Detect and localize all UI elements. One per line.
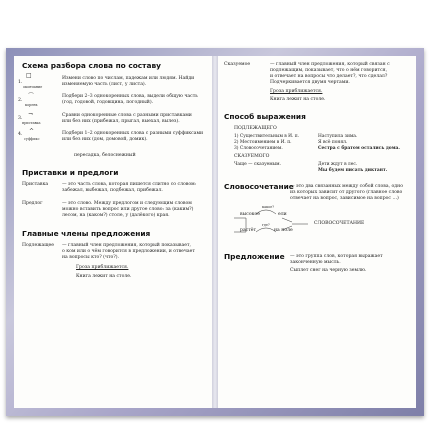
subject-header: ПОДЛЕЖАЩЕГО xyxy=(234,126,277,131)
item-3-line-1: Сравни однокоренные слова с разными приставками xyxy=(62,113,192,118)
prefix-caption: приставка xyxy=(22,121,41,125)
item-4-line-1: Подбери 1–2 однокоренных слова с разными суффиксами xyxy=(62,131,204,136)
section-title-main-members: Главные члены предложения xyxy=(22,229,151,238)
predicate-example-2: Книга лежит на столе. xyxy=(270,97,326,102)
expr-row-5-b: Мы будем писать диктант. xyxy=(318,168,388,173)
sentence-example: Сыплет снег на черную землю. xyxy=(290,268,367,273)
expr-row-4-b: Дети ждут в лес. xyxy=(318,162,358,167)
subject-example-2: Книга лежит на столе. xyxy=(76,274,132,279)
expr-row-2-b: Я всё понял. xyxy=(318,140,348,145)
item-num-4: 4. xyxy=(18,132,23,137)
item-num-2: 2. xyxy=(18,98,23,103)
predicate-header: СКАЗУЕМОГО xyxy=(234,154,270,159)
item-2-line-2: (год, годовой, годовщина, погодный). xyxy=(62,100,154,105)
phrase-def-2: из которых зависит от другого (главное слово xyxy=(290,190,403,195)
item-2-line-1: Подбери 2–3 однокоренных слова, выдели общую часть xyxy=(62,94,198,99)
term-prefix: Приставка xyxy=(22,182,49,187)
term-predicate: Сказуемое xyxy=(224,62,251,67)
book-cover xyxy=(6,48,424,416)
diagram-word-grows: растёт xyxy=(240,228,257,233)
right-page xyxy=(218,56,416,408)
example-words: пересадка, белоснежный xyxy=(74,153,136,158)
section-title-morpheme-scheme: Схема разбора слова по составу xyxy=(22,61,161,70)
preposition-def-3: лесом, на (каком?) столе, у (далёкого) края. xyxy=(62,213,170,218)
ending-box-icon: □ xyxy=(26,72,32,79)
preposition-def-2: можно вставить вопрос или другое слово: за (каким?) xyxy=(62,207,194,212)
root-caption: корень xyxy=(25,103,38,107)
subject-def-2: о ком или о чём говорится в предложении, и отвечает xyxy=(62,249,195,254)
predicate-def-2: подлежащим, показывает, что о нём говорится, xyxy=(270,68,388,73)
section-title-expression: Способ выражения xyxy=(224,112,306,121)
preposition-def-1: — это слово. Между предлогом и следующим словом xyxy=(62,201,192,206)
phrase-def-3: отвечает на вопрос, зависимое на вопрос …) xyxy=(290,196,399,201)
predicate-def-1: — главный член предложения, который связан с xyxy=(270,62,390,67)
expr-row-3-b: Сестра с братом остались дома. xyxy=(318,146,400,151)
predicate-example-1: Гроза приближается. xyxy=(270,89,323,94)
expr-row-1-b: Наступила зима. xyxy=(318,134,358,139)
subject-def-1: — главный член предложения, который показывает, xyxy=(62,243,191,248)
section-title-sentence: Предложение xyxy=(224,252,285,261)
diagram-word-tall: высокое xyxy=(240,212,260,217)
prefix-corner-icon: ¬ xyxy=(28,111,34,118)
diagram-word-in-field: на поле xyxy=(274,228,293,233)
diagram-word-where: где? xyxy=(262,223,270,227)
diagram-label-phrase: СЛОВОСОЧЕТАНИЕ xyxy=(314,221,365,226)
left-page xyxy=(14,56,212,408)
item-4-line-2: или без них (дом, домовой, домик). xyxy=(62,137,148,142)
diagram-word-what-kind: какое? xyxy=(262,205,275,209)
item-3-line-2: или без них (прибежал, прыгал, выехал, вылез). xyxy=(62,119,180,124)
section-title-phrase: Словосочетание xyxy=(224,182,294,191)
expr-row-2-a: 2) Местоимением в И. п. xyxy=(234,140,292,145)
term-subject: Подлежащее xyxy=(22,243,54,248)
sentence-def-1: — это группа слов, которая выражает xyxy=(290,254,383,259)
section-title-prefixes: Приставки и предлоги xyxy=(22,168,119,177)
term-preposition: Предлог xyxy=(22,201,43,206)
subject-example-1: Гроза приближается. xyxy=(76,265,129,270)
item-num-1: 1. xyxy=(18,80,23,85)
diagram-word-firs: ели xyxy=(278,212,287,217)
phrase-def-1: — это два связанных между собой слова, одно xyxy=(290,184,403,189)
item-num-3: 3. xyxy=(18,116,23,121)
subject-def-3: на вопросы кто? (что?). xyxy=(62,255,120,260)
sentence-def-2: законченную мысль. xyxy=(290,260,341,265)
suffix-caption: суффикс xyxy=(24,137,40,141)
item-1-line-2: изменяемую часть (лист, у листа). xyxy=(62,82,147,87)
prefix-def-2: забежал, выбежал, подбежал, прибежал. xyxy=(62,188,163,193)
predicate-def-3: и отвечает на вопросы что делает?, что сделал? xyxy=(270,74,388,79)
suffix-caret-icon: ^ xyxy=(29,128,35,135)
prefix-def-1: — это часть слова, которая пишется слитно со словом: xyxy=(62,182,197,187)
root-arc-icon: ⌒ xyxy=(28,93,35,100)
expr-row-1-a: 1) Существительным в И. п. xyxy=(234,134,300,139)
expr-row-3-a: 3) Словосочетанием. xyxy=(234,146,283,151)
expr-row-4-a: Чаще — сказуемым. xyxy=(234,162,281,167)
predicate-def-4: Подчеркивается двумя чертами. xyxy=(270,80,350,85)
ending-caption: окончание xyxy=(23,85,43,89)
item-1-line-1: Измени слово по числам, падежам или людям. Найди xyxy=(62,76,195,81)
